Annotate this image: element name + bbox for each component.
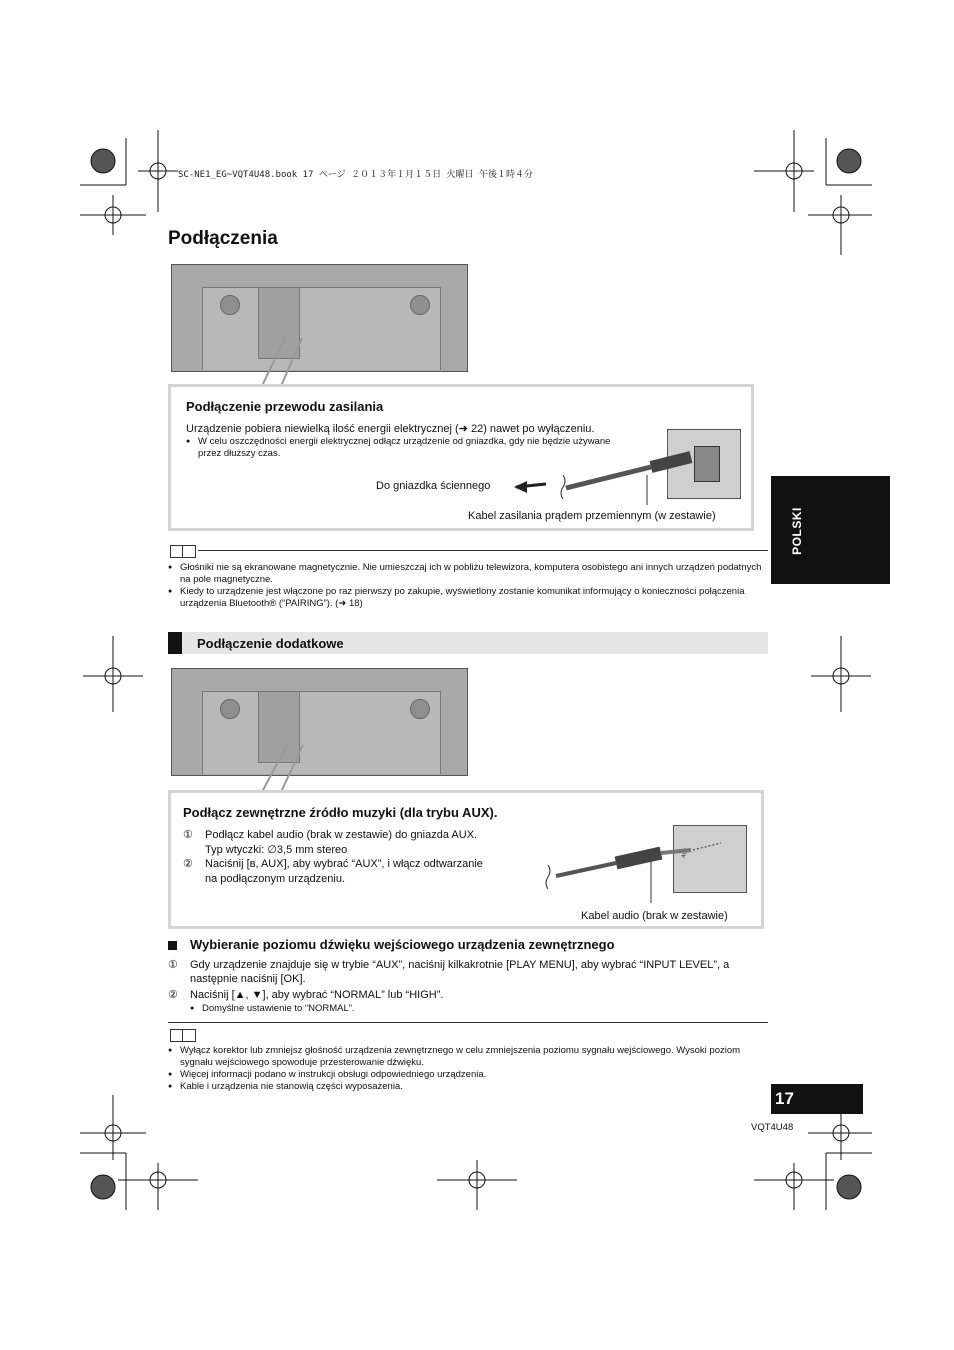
list-item: ● Wyłącz korektor lub zmniejsz głośność urządzenia zewnętrznego w celu zmniejszenia poziomu sygnału wejściowego. Wysoki poziom sygnału wejściowego spowoduje przesterowanie dźwięku. (168, 1045, 768, 1069)
input-level-heading: Wybieranie poziomu dźwięku wejściowego urządzenia zewnętrznego (190, 937, 615, 952)
page-number-badge: 17 (771, 1084, 863, 1114)
outlet-label: Do gniazdka ściennego (376, 480, 491, 492)
aux-step-2: ② Naciśnij [ʙ, AUX], aby wybrać “AUX”, i włącz odtwarzanie (183, 858, 483, 870)
list-item: ● W celu oszczędności energii elektrycznej odłącz urządzenie od gniazdka, gdy nie będzie używane przez dłuższy czas. (186, 436, 616, 460)
page-title: Podłączenia (168, 228, 278, 249)
input-level-step-2: ② Naciśnij [▲, ▼], aby wybrać “NORMAL” lub “HIGH”. (168, 989, 444, 1001)
power-body: Urządzenie pobiera niewielką ilość energii elektrycznej (➜ 22) nawet po wyłączeniu. (186, 423, 595, 435)
cable-label: Kabel zasilania prądem przemiennym (w zestawie) (468, 510, 716, 522)
list-item: ● Kiedy to urządzenie jest włączone po raz pierwszy po zakupie, wyświetlony zostanie komunikat informujący o konieczności połączenia urządzenia Bluetooth® (“PAIRING”). (➜ 18) (168, 586, 768, 610)
aux-step-2-sub: na podłączonym urządzeniu. (205, 873, 346, 885)
print-header: SC-NE1_EG~VQT4U48.book 17 ページ ２０１３年１月１５日 火曜日 午後１時４分 (178, 170, 533, 180)
divider (168, 1022, 768, 1023)
language-tab: POLSKI (771, 476, 890, 584)
section-header-text: Podłączenie dodatkowe (197, 636, 344, 651)
aux-cable-drawing (171, 793, 767, 932)
list-item: ● Kable i urządzenia nie stanowią części wyposażenia. (168, 1081, 768, 1093)
list-item: ● Głośniki nie są ekranowane magnetycznie. Nie umieszczaj ich w pobliżu telewizora, komputera osobistego ani innych urządzeń podatnych na pole magnetyczne. (168, 562, 768, 586)
aux-heading: Podłącz zewnętrzne źródło muzyki (dla trybu AUX). (183, 805, 498, 820)
notes-2 (168, 1045, 768, 1093)
aux-step-1-sub: Typ wtyczki: ∅3,5 mm stereo (205, 844, 348, 856)
input-level-bullets (190, 1003, 750, 1015)
note-book-icon (170, 1029, 196, 1042)
power-heading: Podłączenie przewodu zasilania (186, 399, 384, 414)
list-item: ● Domyślne ustawienie to “NORMAL”. (190, 1003, 750, 1015)
doc-code: VQT4U48 (751, 1122, 794, 1133)
input-level-step-1: ① Gdy urządzenie znajduje się w trybie “AUX”, naciśnij kilkakrotnie [PLAY MENU], aby wybrać “INPUT LEVEL”, a następnie naciśnij [OK]. (168, 959, 730, 985)
list-item: ● Więcej informacji podano w instrukcji obsługi odpowiedniego urządzenia. (168, 1069, 768, 1081)
aux-step-1: ① Podłącz kabel audio (brak w zestawie) do gniazda AUX. (183, 829, 478, 841)
aux-cable-label: Kabel audio (brak w zestawie) (581, 910, 728, 922)
input-level-square-icon (168, 941, 177, 950)
aux-callout (168, 790, 764, 929)
aux-jack-label: AUX (680, 847, 690, 859)
